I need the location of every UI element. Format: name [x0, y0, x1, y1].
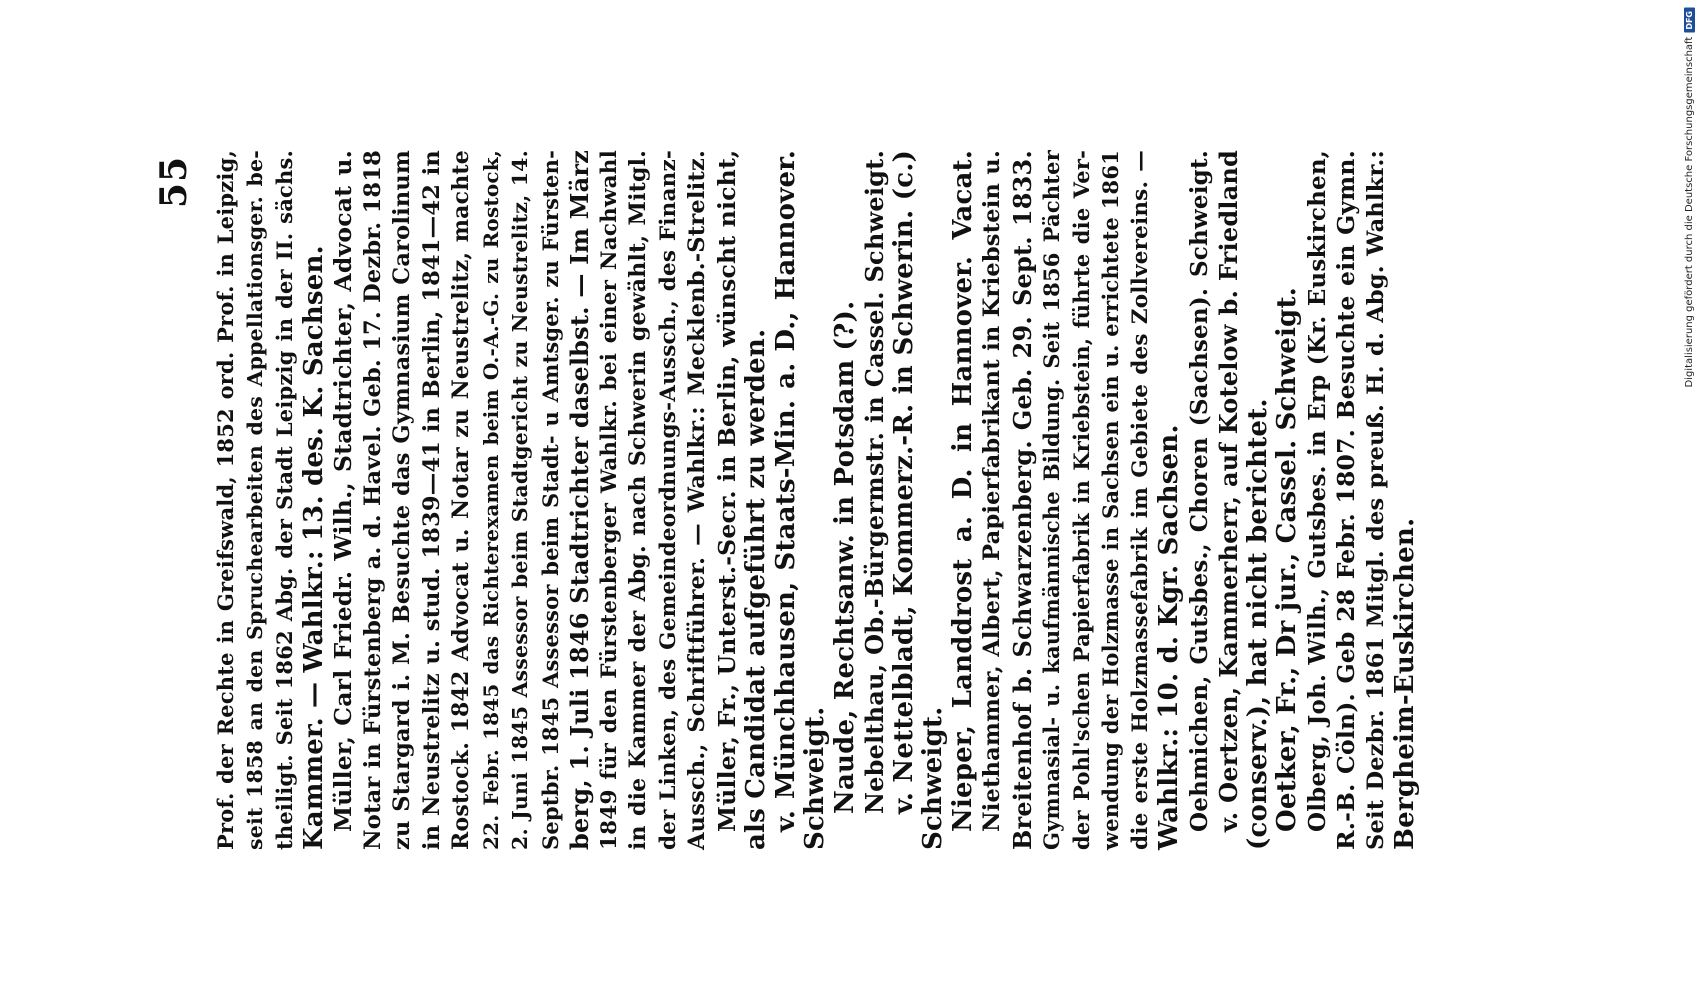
- text-line: der Pohl'schen Papierfabrik in Kriebstein, führte die Ver-: [1068, 150, 1094, 850]
- page-number: 55: [153, 156, 195, 209]
- text-line: (conserv.), hat nicht berichtet.: [1242, 398, 1273, 850]
- entry-heading-line: Oehmichen, Gutsbes., Choren (Sachsen). Schweigt.: [1185, 150, 1213, 832]
- text-line: R.-B. Cöln). Geb 28 Febr. 1807. Besuchte ein Gymn.: [1332, 150, 1360, 850]
- dfg-logo: DFG: [1684, 8, 1695, 33]
- text-line: theiligt. Seit 1862 Abg. der Stadt Leipzig in der II. sächs.: [272, 150, 297, 850]
- text-line: wendung der Holzmasse in Sachsen ein u. errichtete 1861: [1098, 150, 1123, 850]
- text-line: Aussch., Schriftführer. — Wahlkr.: Mecklenb.-Strelitz.: [684, 150, 710, 850]
- text-line: Schweigt.: [918, 706, 948, 850]
- text-line: Notar in Fürstenberg a. d. Havel. Geb. 17. Dezbr. 1818: [359, 150, 386, 850]
- text-line: in die Kammer der Abg. nach Schwerin gewählt, Mitgl.: [625, 150, 651, 850]
- digitization-notice-text: Digitalisierung gefördert durch die Deutsche Forschungsgemeinschaft: [1684, 36, 1695, 388]
- text-line: 22. Febr. 1845 das Richterexamen beim O.-A.-G. zu Rostock,: [478, 150, 503, 850]
- text-line: zu Stargard i. M. Besuchte das Gymnasium Carolinum: [389, 150, 415, 850]
- entry-heading-line: Nebelthau, Ob.-Bürgermstr. in Cassel. Schweigt.: [860, 150, 889, 814]
- scanned-page: [153, 150, 1533, 850]
- entry-heading-line: Müller, Fr., Unterst.-Secr. in Berlin, wünscht nicht,: [712, 149, 741, 832]
- digitization-notice: [1684, 8, 1695, 388]
- entry-heading-line: v. Nettelbladt, Kommerz.-R. in Schwerin. (c.): [888, 150, 919, 814]
- text-line: der Linken, des Gemeindeordnungs-Aussch., des Finanz-: [655, 150, 681, 850]
- text-line: Rostock. 1842 Advocat u. Notar zu Neustrelitz, machte: [448, 150, 474, 850]
- text-line: Kammer. — Wahlkr.: 13. des. K. Sachsen.: [298, 245, 329, 850]
- text-line: berg, 1. Juli 1846 Stadtrichter daselbst. — Im März: [565, 150, 594, 850]
- entry-heading-line: Olberg, Joh. Wilh., Gutsbes. in Erp (Kr. Euskirchen,: [1303, 150, 1331, 832]
- text-line: seit 1858 an den Spruchearbeiten des Appellationsger. be-: [242, 150, 267, 850]
- entry-heading-line: Naude, Rechtsanw. in Potsdam (?).: [829, 300, 860, 814]
- text-line: Breitenhof b. Schwarzenberg. Geb. 29. Sept. 1833.: [1007, 150, 1037, 850]
- text-line: die erste Holzmassefabrik im Gebiete des Zollvereins. —: [1127, 150, 1153, 850]
- entry-heading-line: v. Münchhausen, Staats-Min. a. D., Hannover.: [770, 150, 801, 832]
- text-line: Gymnasial- u. kaufmännische Bildung. Seit 1856 Pächter: [1039, 150, 1064, 850]
- text-line: Prof. der Rechte in Greifswald, 1852 ord. Prof. in Leipzig,: [213, 150, 238, 850]
- text-line: Seit Dezbr. 1861 Mitgl. des preuß. H. d. Abg. Wahlkr.:: [1362, 150, 1389, 850]
- entry-heading-line: Müller, Carl Friedr. Wilh., Stadtrichter, Advocat u.: [329, 150, 357, 832]
- page-text: [211, 150, 1421, 850]
- entry-heading-line: Nieper, Landdrost a. D. in Hannover. Vacat.: [947, 150, 978, 832]
- text-line: Wahlkr.: 10. d. Kgr. Sachsen.: [1154, 424, 1184, 850]
- text-line: 1849 für den Fürstenberger Wahlkr. bei einer Nachwahl: [596, 150, 622, 850]
- entry-heading-line: Niethammer, Albert, Papierfabrikant in Kriebstein u.: [979, 150, 1005, 832]
- entry-heading-line: v. Oertzen, Kammerherr, auf Kotelow b. Friedland: [1214, 150, 1243, 832]
- text-line: in Neustrelitz u. stud. 1839—41 in Berlin, 1841—42 in: [418, 150, 445, 850]
- text-line: Septbr. 1845 Assessor beim Stadt- u Amtsger. zu Fürsten-: [537, 150, 563, 850]
- text-line: als Candidat aufgeführt zu werden.: [741, 328, 771, 850]
- text-line: Schweigt.: [800, 706, 830, 850]
- text-line: 2. Juni 1845 Assessor beim Stadtgericht zu Neustrelitz, 14.: [508, 150, 532, 850]
- text-line: Bergheim-Euskirchen.: [1390, 517, 1420, 850]
- entry-heading-line: Oetker, Fr., Dr jur., Cassel. Schweigt.: [1272, 287, 1302, 832]
